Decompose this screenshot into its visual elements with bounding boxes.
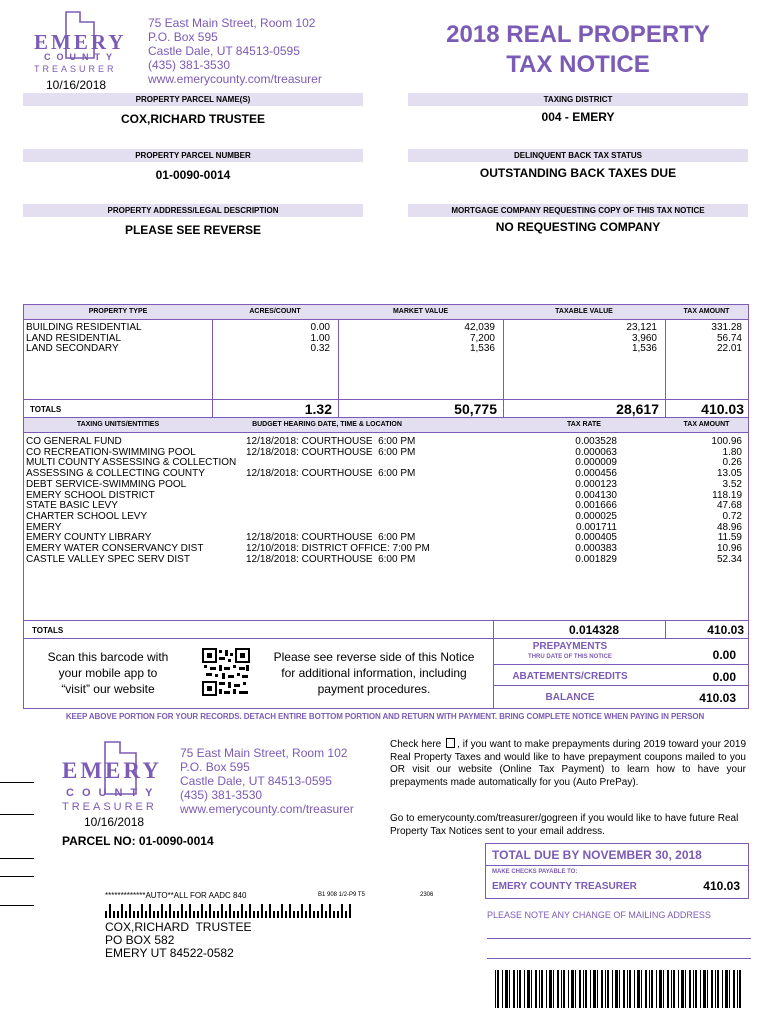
col-acres: ACRES/COUNT xyxy=(249,308,301,315)
address-line: P.O. Box 595 xyxy=(148,30,218,44)
total-acres: 1.32 xyxy=(304,401,332,417)
parcel-number-label: PROPERTY PARCEL NUMBER xyxy=(23,149,363,162)
website-link[interactable]: www.emerycounty.com/treasurer xyxy=(148,72,322,86)
property-totals-label: TOTALS xyxy=(30,405,62,414)
mail-sequence: 2306 xyxy=(420,892,434,898)
market-values: 42,039 7,200 1,536 xyxy=(464,322,495,355)
total-due-label: TOTAL DUE BY NOVEMBER 30, 2018 xyxy=(492,848,702,862)
address-change-line-2[interactable] xyxy=(487,958,751,959)
prepay-text: , if you want to make prepayments during 2019 toward your 2019 Real Property Taxes and would like to have prepayment coupons mailed to you OR visit our website (Online Tax Payment) to learn how to have your prepayments made automatically for you (Auto PrePay). xyxy=(390,739,747,788)
taxing-district-value: 004 - EMERY xyxy=(541,110,615,124)
col-budget-hearing: BUDGET HEARING DATE, TIME & LOCATION xyxy=(252,421,402,428)
title-line-2: TAX NOTICE xyxy=(506,51,650,78)
mortgage-value: NO REQUESTING COMPANY xyxy=(495,220,661,234)
total-rate: 0.014328 xyxy=(568,623,619,637)
qr-code-icon[interactable] xyxy=(202,648,250,696)
col-taxable-value: TAXABLE VALUE xyxy=(555,308,613,315)
taxing-district-label: TAXING DISTRICT xyxy=(408,93,748,106)
property-types: BUILDING RESIDENTIAL LAND RESIDENTIAL LAND SECONDARY xyxy=(26,322,142,355)
gogreen-text: Go to emerycounty.com/treasurer/gogreen if you would like to have future Real Property Tax Notices sent to your email address. xyxy=(390,813,739,837)
parcel-number-value: 01-0090-0014 xyxy=(155,168,231,182)
taxing-totals-label: TOTALS xyxy=(32,626,64,635)
header-address xyxy=(148,16,322,86)
tax-rates: 0.003528 0.000063 0.000009 0.000456 0.000123 0.004130 0.001666 0.000025 0.001711 0.000405 0.000383 0.001829 xyxy=(575,436,617,565)
stub-parcel-no: PARCEL NO: 01-0090-0014 xyxy=(62,834,214,848)
stub-date: 10/16/2018 xyxy=(84,815,145,829)
logo-county: COUNTY xyxy=(44,52,118,62)
logo-emery: EMERY xyxy=(34,30,127,54)
col-taxing-units: TAXING UNITS/ENTITIES xyxy=(76,421,160,428)
address-line: Castle Dale, UT 84513-0595 xyxy=(148,44,300,58)
taxable-values: 23,121 3,960 1,536 xyxy=(626,322,657,355)
col-market-value: MARKET VALUE xyxy=(392,308,449,315)
col-tax-rate: TAX RATE xyxy=(567,421,601,428)
prepayments-sublabel: THRU DATE OF THIS NOTICE xyxy=(528,654,612,660)
abatements-value: 0.00 xyxy=(712,670,736,684)
change-address-note: PLEASE NOTE ANY CHANGE OF MAILING ADDRESS xyxy=(487,910,711,920)
reverse-side-note: Please see reverse side of this Notice for additional information, including payment procedures. xyxy=(273,650,475,696)
make-checks-label: MAKE CHECKS PAYABLE TO: xyxy=(492,869,578,875)
balance-label: BALANCE xyxy=(545,692,595,703)
tax-values: 331.28 56.74 22.01 xyxy=(711,322,742,355)
mail-sort-code: *************AUTO**ALL FOR AADC 840 xyxy=(105,891,247,900)
total-due-box xyxy=(485,843,749,899)
parcel-names-label: PROPERTY PARCEL NAME(S) xyxy=(23,93,363,106)
address-line: P.O. Box 595 xyxy=(180,760,250,774)
payee-name: EMERY COUNTY TREASURER xyxy=(492,881,637,892)
mailing-address: COX,RICHARD TRUSTEE PO BOX 582 EMERY UT 84522-0582 xyxy=(105,920,252,960)
balance-value: 410.03 xyxy=(699,691,736,705)
property-table-header xyxy=(24,305,748,319)
address-line: 75 East Main Street, Room 102 xyxy=(148,16,316,30)
abatements-label: ABATEMENTS/CREDITS xyxy=(512,671,628,682)
address-line: 75 East Main Street, Room 102 xyxy=(180,746,348,760)
total-taxable: 28,617 xyxy=(616,401,659,417)
taxing-table-header xyxy=(24,418,748,432)
logo-county: COUNTY xyxy=(66,787,161,799)
property-address-label: PROPERTY ADDRESS/LEGAL DESCRIPTION xyxy=(23,204,363,217)
county-logo xyxy=(30,10,130,85)
logo-treasurer: TREASURER xyxy=(62,801,157,813)
keep-portion-notice: KEEP ABOVE PORTION FOR YOUR RECORDS. DETACH ENTIRE BOTTOM PORTION AND RETURN WITH PAYMENT. BRING COMPLETE NOTICE WHEN PAYING IN PERSON xyxy=(65,712,705,721)
hearing-dates: 12/18/2018: COURTHOUSE 6:00 PM 12/18/2018: COURTHOUSE 6:00 PM 12/18/2018: COURTHOUSE 6:00 PM 12/18/2018: COURTHOUSE 6:00 PM 12/10/2018: DISTRICT OFFICE: 7:00 PM 12/18/2018: COURTHOUSE 6:00 PM xyxy=(246,436,430,565)
property-address-value: PLEASE SEE REVERSE xyxy=(124,223,262,237)
check-here-text: Check here xyxy=(390,739,442,750)
col-unit-tax-amount: TAX AMOUNT xyxy=(683,421,730,428)
address-line: (435) 381-3530 xyxy=(180,788,263,802)
header-date: 10/16/2018 xyxy=(46,78,107,92)
delinquent-label: DELINQUENT BACK TAX STATUS xyxy=(408,149,748,162)
logo-emery: EMERY xyxy=(62,758,162,783)
mail-ref-code: B1 908 1/2-P9 T5 xyxy=(318,892,365,898)
col-property-type: PROPERTY TYPE xyxy=(88,308,148,315)
tax-table xyxy=(23,304,749,709)
taxing-units: CO GENERAL FUND CO RECREATION-SWIMMING POOL MULTI COUNTY ASSESSING & COLLECTION ASSESSING & COLLECTING COUNTY DEBT SERVICE-SWIMMING POOL EMERY SCHOOL DISTRICT STATE BASIC LEVY CHARTER SCHOOL LEVY EMERY EMERY COUNTY LIBRARY EMERY WATER CONSERVANCY DIST CASTLE VALLEY SPEC SERV DIST xyxy=(26,436,237,565)
prepay-instructions xyxy=(390,738,746,789)
prepayments-value: 0.00 xyxy=(712,648,736,662)
notice-title xyxy=(408,20,748,80)
address-change-line-1[interactable] xyxy=(487,938,751,939)
total-market: 50,775 xyxy=(454,401,497,417)
payment-barcode xyxy=(495,970,745,1008)
acres-values: 0.00 1.00 0.32 xyxy=(310,322,330,355)
website-link[interactable]: www.emerycounty.com/treasurer xyxy=(180,802,354,816)
total-tax: 410.03 xyxy=(701,401,744,417)
parcel-names-value: COX,RICHARD TRUSTEE xyxy=(120,112,265,126)
amount-due: 410.03 xyxy=(703,879,740,893)
total-tax-amount: 410.03 xyxy=(707,623,744,637)
prepayments-label: PREPAYMENTS xyxy=(532,641,608,652)
title-line-1: 2018 REAL PROPERTY xyxy=(446,21,710,48)
col-tax-amount: TAX AMOUNT xyxy=(683,308,730,315)
unit-tax-amounts: 100.96 1.80 0.26 13.05 3.52 118.19 47.68 0.72 48.96 11.59 10.96 52.34 xyxy=(711,436,742,565)
logo-treasurer: TREASURER xyxy=(34,64,117,74)
delinquent-value: OUTSTANDING BACK TAXES DUE xyxy=(479,166,677,180)
stub-county-logo xyxy=(58,740,178,820)
stub-address xyxy=(180,746,354,816)
address-line: (435) 381-3530 xyxy=(148,58,231,72)
scan-instructions: Scan this barcode with your mobile app to “visit” our website xyxy=(47,650,169,696)
prepay-checkbox[interactable] xyxy=(446,738,455,748)
address-line: Castle Dale, UT 84513-0595 xyxy=(180,774,332,788)
postal-barcode xyxy=(105,904,355,918)
mortgage-label: MORTGAGE COMPANY REQUESTING COPY OF THIS TAX NOTICE xyxy=(408,204,748,217)
